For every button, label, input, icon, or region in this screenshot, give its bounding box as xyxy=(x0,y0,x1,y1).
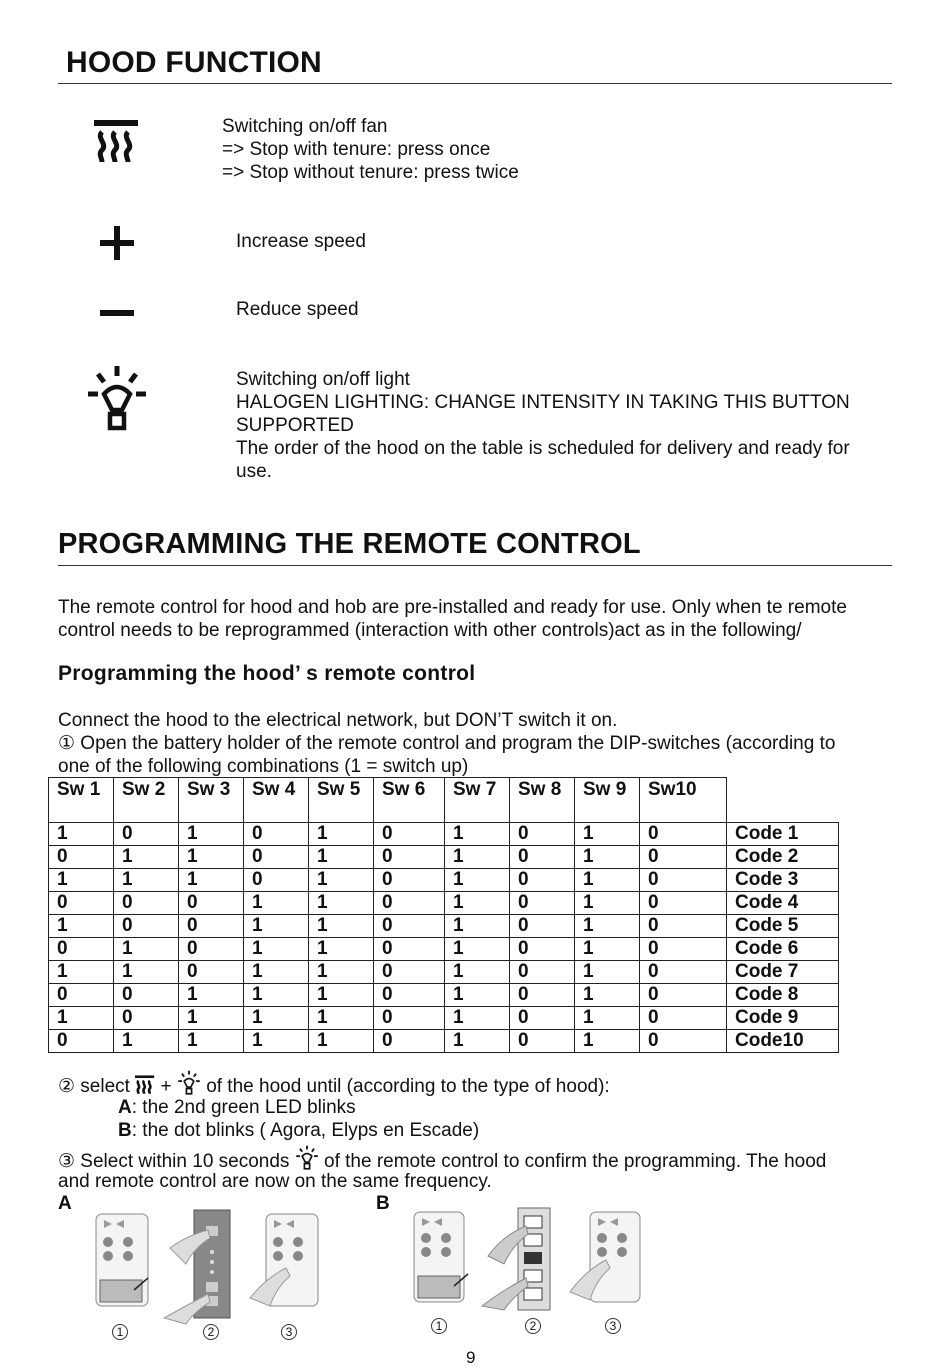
switch-cell: 0 xyxy=(114,1007,179,1030)
switch-cell: 0 xyxy=(640,846,727,869)
switch-cell: 1 xyxy=(575,892,640,915)
figure-number: 3 xyxy=(281,1324,297,1340)
switch-cell: 0 xyxy=(374,869,445,892)
fan-line: => Stop without tenure: press twice xyxy=(222,162,519,183)
light-bulb-icon xyxy=(86,364,148,434)
switch-cell: 0 xyxy=(179,915,244,938)
switch-cell: 1 xyxy=(49,869,114,892)
table-header-cell: Sw 3 xyxy=(179,778,244,823)
code-cell: Code 6 xyxy=(727,938,839,961)
table-header-row xyxy=(49,778,839,823)
switch-cell: 0 xyxy=(640,1030,727,1053)
switch-cell: 0 xyxy=(244,846,309,869)
table-row xyxy=(49,1030,839,1053)
switch-cell: 1 xyxy=(445,823,510,846)
figure-number: 2 xyxy=(203,1324,219,1340)
plus-description: Increase speed xyxy=(236,231,366,252)
switch-cell: 1 xyxy=(575,1030,640,1053)
step2-plus: + xyxy=(160,1076,172,1097)
switch-cell: 0 xyxy=(510,892,575,915)
switch-cell: 1 xyxy=(244,938,309,961)
step2-b-label: B xyxy=(118,1120,132,1141)
switch-cell: 0 xyxy=(244,869,309,892)
switch-cell: 0 xyxy=(244,823,309,846)
figure-b-illustration xyxy=(410,1206,650,1321)
intro-paragraph xyxy=(58,596,847,642)
table-header-cell: Sw 9 xyxy=(575,778,640,823)
switch-cell: 0 xyxy=(374,1030,445,1053)
switch-cell: 1 xyxy=(309,984,374,1007)
switch-cell: 1 xyxy=(445,846,510,869)
page-number: 9 xyxy=(466,1348,476,1367)
switch-cell: 0 xyxy=(49,938,114,961)
switch-cell: 1 xyxy=(309,869,374,892)
switch-cell: 1 xyxy=(244,1030,309,1053)
switch-cell: 0 xyxy=(640,869,727,892)
switch-cell: 1 xyxy=(309,823,374,846)
switch-cell: 1 xyxy=(49,915,114,938)
switch-cell: 1 xyxy=(445,915,510,938)
switch-cell: 0 xyxy=(49,846,114,869)
code-cell: Code 8 xyxy=(727,984,839,1007)
switch-cell: 0 xyxy=(374,915,445,938)
switch-cell: 1 xyxy=(445,869,510,892)
light-description xyxy=(236,368,850,483)
table-body xyxy=(49,823,839,1053)
light-line: SUPPORTED xyxy=(236,415,354,436)
step2-pre: ② select xyxy=(58,1076,130,1097)
switch-cell: 0 xyxy=(640,915,727,938)
switch-cell: 0 xyxy=(374,984,445,1007)
fan-description xyxy=(222,115,519,184)
switch-cell: 0 xyxy=(640,938,727,961)
switch-cell: 1 xyxy=(445,892,510,915)
table-header-cell: Sw10 xyxy=(640,778,727,823)
table-row xyxy=(49,938,839,961)
table-row xyxy=(49,869,839,892)
switch-cell: 1 xyxy=(575,869,640,892)
switch-cell: 0 xyxy=(640,892,727,915)
table-header-cell: Sw 7 xyxy=(445,778,510,823)
table-header-cell: Sw 8 xyxy=(510,778,575,823)
switch-cell: 1 xyxy=(575,938,640,961)
programming-title: PROGRAMMING THE REMOTE CONTROL xyxy=(58,528,641,560)
switch-cell: 1 xyxy=(575,984,640,1007)
switch-cell: 0 xyxy=(49,892,114,915)
switch-cell: 1 xyxy=(114,938,179,961)
switch-cell: 0 xyxy=(374,823,445,846)
minus-description: Reduce speed xyxy=(236,299,359,320)
switch-cell: 0 xyxy=(179,892,244,915)
table-row xyxy=(49,961,839,984)
light-line: Switching on/off light xyxy=(236,369,410,390)
code-cell: Code10 xyxy=(727,1030,839,1053)
switch-cell: 0 xyxy=(49,1030,114,1053)
switch-cell: 1 xyxy=(114,1030,179,1053)
plus-icon xyxy=(98,224,136,262)
switch-cell: 1 xyxy=(575,846,640,869)
switch-cell: 1 xyxy=(179,823,244,846)
switch-cell: 1 xyxy=(49,823,114,846)
switch-cell: 1 xyxy=(575,823,640,846)
light-line: use. xyxy=(236,461,272,482)
switch-cell: 0 xyxy=(510,869,575,892)
switch-cell: 0 xyxy=(179,961,244,984)
hood-function-title: HOOD FUNCTION xyxy=(66,46,322,79)
switch-cell: 1 xyxy=(179,846,244,869)
switch-cell: 1 xyxy=(179,1007,244,1030)
fan-line: => Stop with tenure: press once xyxy=(222,139,491,160)
switch-cell: 0 xyxy=(640,961,727,984)
table-header-cell: Sw 6 xyxy=(374,778,445,823)
switch-cell: 0 xyxy=(510,823,575,846)
step3-line2: and remote control are now on the same frequency. xyxy=(58,1171,492,1192)
code-cell: Code 9 xyxy=(727,1007,839,1030)
switch-cell: 1 xyxy=(445,1007,510,1030)
intro-line: The remote control for hood and hob are pre-installed and ready for use. Only when te remote xyxy=(58,597,847,618)
switch-cell: 1 xyxy=(309,892,374,915)
switch-cell: 1 xyxy=(309,1007,374,1030)
switch-cell: 0 xyxy=(510,1030,575,1053)
switch-cell: 0 xyxy=(640,984,727,1007)
step2-post: of the hood until (according to the type of hood): xyxy=(206,1076,610,1097)
switch-cell: 0 xyxy=(640,1007,727,1030)
table-header-cell: Sw 5 xyxy=(309,778,374,823)
switch-cell: 0 xyxy=(49,984,114,1007)
switch-cell: 1 xyxy=(179,1030,244,1053)
figure-number: 3 xyxy=(605,1318,621,1334)
figure-a-label: A xyxy=(58,1193,72,1214)
step2-a-label: A xyxy=(118,1097,132,1118)
switch-cell: 0 xyxy=(510,1007,575,1030)
switch-cell: 0 xyxy=(374,938,445,961)
switch-cell: 1 xyxy=(49,961,114,984)
step2-b xyxy=(118,1119,479,1142)
switch-cell: 1 xyxy=(309,846,374,869)
step1-line: ① Open the battery holder of the remote control and program the DIP-switches (according to xyxy=(58,733,836,754)
switch-cell: 1 xyxy=(244,984,309,1007)
table-header-empty xyxy=(727,778,839,823)
switch-cell: 1 xyxy=(445,938,510,961)
table-header-cell: Sw 1 xyxy=(49,778,114,823)
table-row xyxy=(49,892,839,915)
switch-cell: 0 xyxy=(114,823,179,846)
switch-cell: 1 xyxy=(244,915,309,938)
code-cell: Code 3 xyxy=(727,869,839,892)
title-rule xyxy=(58,83,892,84)
switch-cell: 1 xyxy=(575,961,640,984)
switch-cell: 0 xyxy=(114,892,179,915)
switch-cell: 0 xyxy=(510,846,575,869)
step1-text xyxy=(58,732,835,778)
light-line: The order of the hood on the table is scheduled for delivery and ready for xyxy=(236,438,850,459)
fan-icon xyxy=(94,118,140,166)
switch-cell: 1 xyxy=(179,869,244,892)
title-rule xyxy=(58,565,892,566)
switch-cell: 0 xyxy=(374,961,445,984)
table-header-cell: Sw 4 xyxy=(244,778,309,823)
switch-cell: 1 xyxy=(244,892,309,915)
step2-b-text: : the dot blinks ( Agora, Elyps en Escade) xyxy=(131,1120,480,1141)
switch-cell: 1 xyxy=(445,984,510,1007)
step2-a xyxy=(118,1096,356,1119)
step3-pre: ③ Select within 10 seconds xyxy=(58,1151,290,1172)
figure-b-label: B xyxy=(376,1193,390,1214)
switch-cell: 0 xyxy=(510,984,575,1007)
switch-cell: 0 xyxy=(510,938,575,961)
step1-line: one of the following combinations (1 = switch up) xyxy=(58,756,469,777)
switch-cell: 0 xyxy=(114,915,179,938)
figure-number: 1 xyxy=(112,1324,128,1340)
minus-icon xyxy=(98,308,136,318)
switch-cell: 1 xyxy=(575,915,640,938)
switch-cell: 1 xyxy=(309,915,374,938)
switch-cell: 1 xyxy=(309,938,374,961)
switch-cell: 1 xyxy=(445,961,510,984)
switch-cell: 1 xyxy=(244,1007,309,1030)
table-row xyxy=(49,823,839,846)
switch-cell: 0 xyxy=(179,938,244,961)
intro-line: control needs to be reprogrammed (interaction with other controls)act as in the following/ xyxy=(58,620,802,641)
light-line: HALOGEN LIGHTING: CHANGE INTENSITY IN TAKING THIS BUTTON xyxy=(236,392,850,413)
switch-cell: 1 xyxy=(114,869,179,892)
switch-cell: 0 xyxy=(374,1007,445,1030)
table-row xyxy=(49,846,839,869)
code-cell: Code 5 xyxy=(727,915,839,938)
switch-cell: 1 xyxy=(179,984,244,1007)
code-cell: Code 2 xyxy=(727,846,839,869)
switch-cell: 1 xyxy=(309,961,374,984)
switch-cell: 0 xyxy=(374,892,445,915)
fan-line: Switching on/off fan xyxy=(222,116,388,137)
switch-cell: 1 xyxy=(244,961,309,984)
switch-cell: 1 xyxy=(114,961,179,984)
table-header-cell: Sw 2 xyxy=(114,778,179,823)
figure-number: 1 xyxy=(431,1318,447,1334)
table-row xyxy=(49,915,839,938)
switch-cell: 1 xyxy=(49,1007,114,1030)
figure-a-illustration xyxy=(90,1208,330,1333)
code-cell: Code 4 xyxy=(727,892,839,915)
switch-cell: 0 xyxy=(114,984,179,1007)
switch-cell: 0 xyxy=(510,915,575,938)
step2-a-text: : the 2nd green LED blinks xyxy=(131,1097,356,1118)
code-cell: Code 7 xyxy=(727,961,839,984)
switch-cell: 1 xyxy=(575,1007,640,1030)
switch-cell: 1 xyxy=(114,846,179,869)
dip-switch-table xyxy=(48,777,839,1053)
subtitle: Programming the hood’ s remote control xyxy=(58,662,476,685)
switch-cell: 0 xyxy=(374,846,445,869)
switch-cell: 1 xyxy=(445,1030,510,1053)
table-row xyxy=(49,984,839,1007)
connect-text: Connect the hood to the electrical network, but DON’T switch it on. xyxy=(58,710,618,731)
switch-cell: 1 xyxy=(309,1030,374,1053)
switch-cell: 0 xyxy=(640,823,727,846)
table-row xyxy=(49,1007,839,1030)
switch-cell: 0 xyxy=(510,961,575,984)
step3-post: of the remote control to confirm the programming. The hood xyxy=(324,1151,827,1172)
figure-number: 2 xyxy=(525,1318,541,1334)
code-cell: Code 1 xyxy=(727,823,839,846)
